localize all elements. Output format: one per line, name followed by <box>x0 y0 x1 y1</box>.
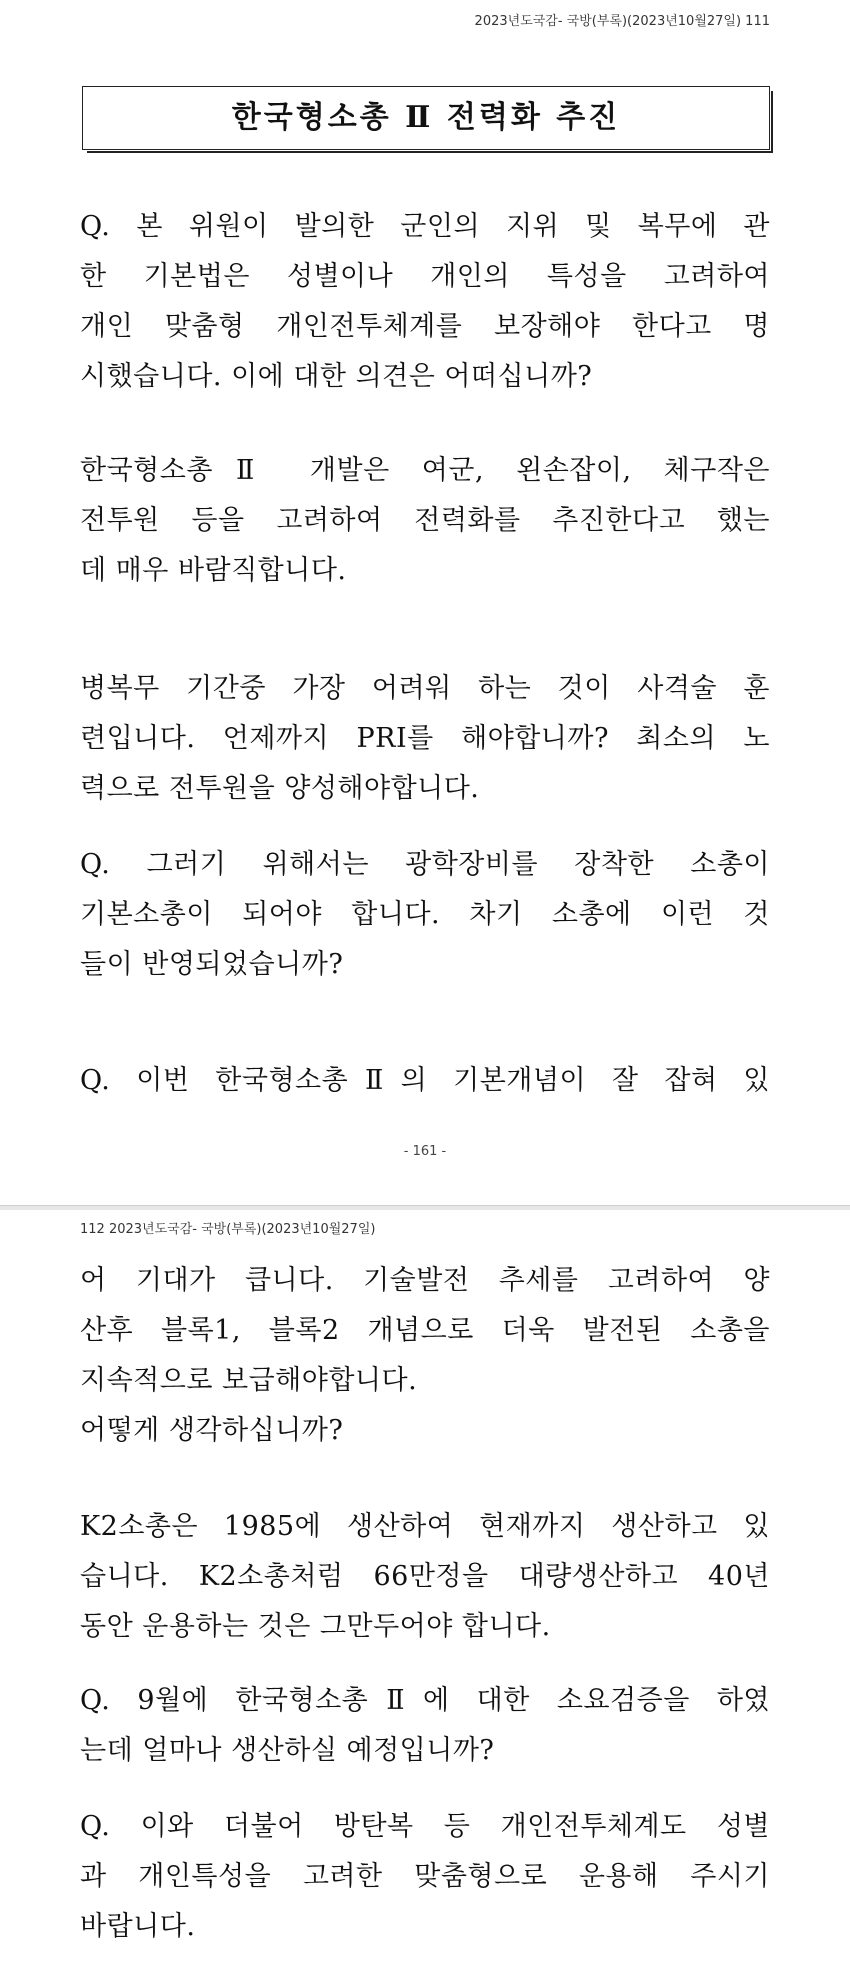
text-line: 산후 블록1, 블록2 개념으로 더욱 발전된 소총을 <box>80 1315 770 1346</box>
text-line: 한국형소총Ⅱ 개발은 여군, 왼손잡이, 체구작은 <box>80 455 770 486</box>
text-line: Q. 그러기 위해서는 광학장비를 장착한 소총이 <box>80 849 770 880</box>
text-line: 는데 얼마나 생산하실 예정입니까? <box>80 1735 495 1766</box>
text-line: 바랍니다. <box>80 1911 196 1942</box>
text-line: K2소총은 1985에 생산하여 현재까지 생산하고 있 <box>80 1511 770 1542</box>
text-line: Q. 9월에 한국형소총Ⅱ에 대한 소요검증을 하였 <box>80 1685 770 1716</box>
paragraph-question-5 <box>80 1802 770 1952</box>
text-line: Q. 본 위원이 발의한 군인의 지위 및 복무에 관 <box>80 211 770 242</box>
text-line: 과 개인특성을 고려한 맞춤형으로 운용해 주시기 <box>80 1861 770 1892</box>
text-line: 개인 맞춤형 개인전투체계를 보장해야 한다고 명 <box>80 311 770 342</box>
page-header: 112 2023년도국감- 국방(부록)(2023년10월27일) <box>80 1222 376 1237</box>
text-line: Q. 이와 더불어 방탄복 등 개인전투체계도 성별 <box>80 1811 770 1842</box>
text-line: 병복무 기간중 가장 어려워 하는 것이 사격술 훈 <box>80 673 770 704</box>
text-line: 련입니다. 언제까지 PRI를 해야합니까? 최소의 노 <box>80 723 770 754</box>
text-line: 데 매우 바람직합니다. <box>80 555 347 586</box>
text-line: 동안 운용하는 것은 그만두어야 합니다. <box>80 1611 551 1642</box>
text-line: 시했습니다. 이에 대한 의견은 어떠십니까? <box>80 361 593 392</box>
text-line: Q. 이번 한국형소총Ⅱ의 기본개념이 잘 잡혀 있 <box>80 1065 770 1096</box>
text-line: 기본소총이 되어야 합니다. 차기 소총에 이런 것 <box>80 899 770 930</box>
text-line: 들이 반영되었습니까? <box>80 949 344 980</box>
text-line: 어 기대가 큽니다. 기술발전 추세를 고려하여 양 <box>80 1265 770 1296</box>
paragraph-statement-1 <box>80 446 770 596</box>
text-line: 한 기본법은 성별이나 개인의 특성을 고려하여 <box>80 261 770 292</box>
page-header: 2023년도국감- 국방(부록)(2023년10월27일) 111 <box>474 14 770 29</box>
section-title-box <box>82 86 770 150</box>
document-page-112 <box>0 1210 850 1986</box>
page-number: - 161 - <box>403 1144 447 1159</box>
paragraph-question-4 <box>80 1676 770 1776</box>
paragraph-question-3 <box>80 1056 770 1106</box>
section-title: 한국형소총 Ⅱ 전력화 추진 <box>231 100 621 135</box>
text-line: 전투원 등을 고려하여 전력화를 추진한다고 했는 <box>80 505 770 536</box>
text-line: 지속적으로 보급해야합니다. <box>80 1365 418 1396</box>
paragraph-question-1 <box>80 202 770 402</box>
paragraph-question-3-continued <box>80 1256 770 1456</box>
paragraph-question-2 <box>80 840 770 990</box>
paragraph-statement-3 <box>80 1502 770 1652</box>
paragraph-statement-2 <box>80 664 770 814</box>
text-line: 습니다. K2소총처럼 66만정을 대량생산하고 40년 <box>80 1561 770 1592</box>
text-line: 력으로 전투원을 양성해야합니다. <box>80 773 480 804</box>
text-line: 어떻게 생각하십니까? <box>80 1415 344 1446</box>
